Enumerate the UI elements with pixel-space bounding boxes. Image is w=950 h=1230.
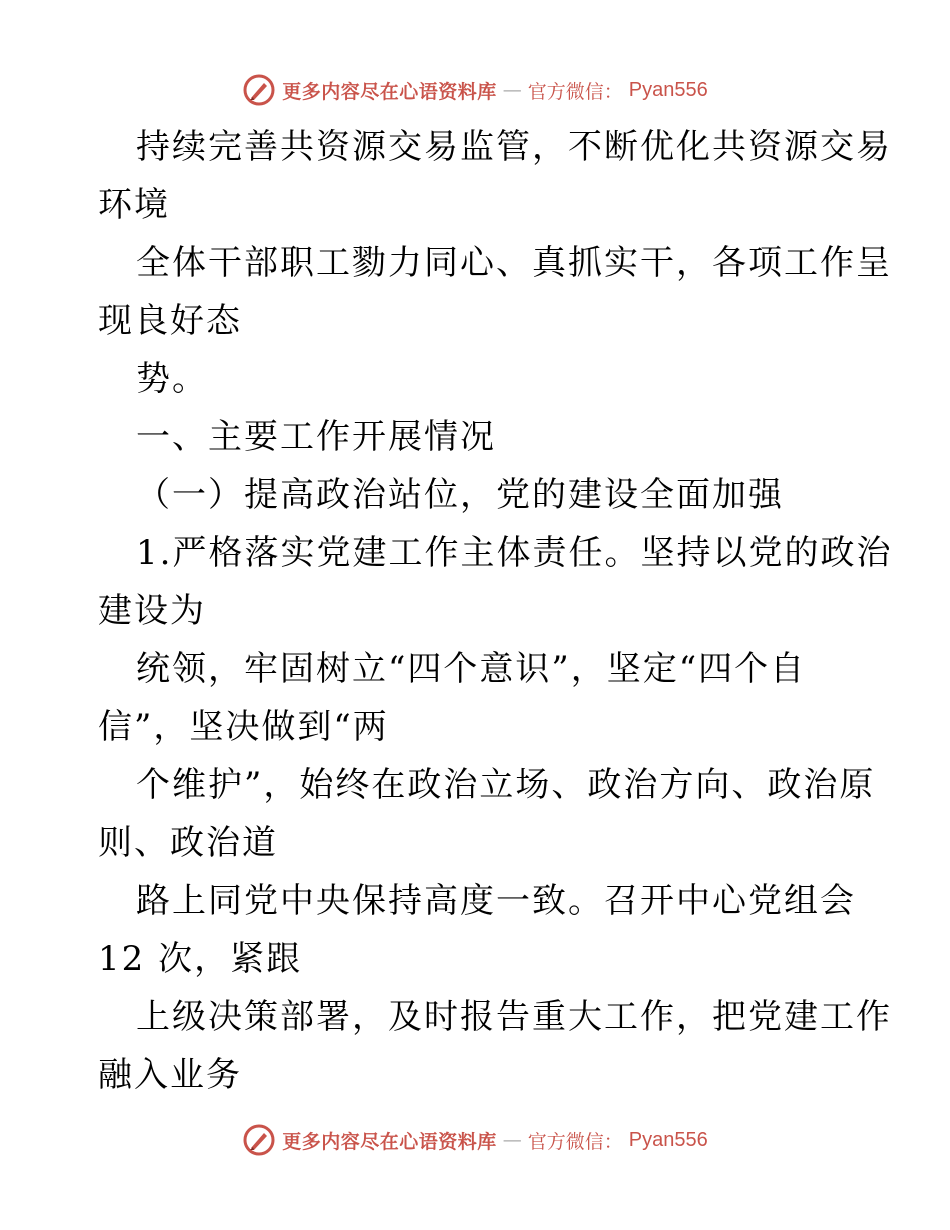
footer-watermark bbox=[0, 1120, 950, 1160]
watermark-wechat-label: 官方微信： bbox=[527, 80, 623, 103]
text-line: 路上同党中央保持高度一致。召开中心党组会 bbox=[136, 881, 856, 921]
watermark-wechat-id: Pyan556 bbox=[628, 1128, 708, 1151]
text-line: 则、政治道 bbox=[98, 823, 278, 863]
watermark-separator: — bbox=[502, 1129, 522, 1151]
text-line: 环境 bbox=[98, 185, 170, 225]
text-line: 统领，牢固树立“四个意识”，坚定“四个自 bbox=[136, 649, 807, 689]
text-line: 上级决策部署，及时报告重大工作，把党建工作 bbox=[136, 997, 892, 1037]
watermark-wechat-label: 官方微信： bbox=[527, 1130, 623, 1153]
subsection-heading: （一）提高政治站位，党的建设全面加强 bbox=[136, 475, 784, 515]
watermark-brand: 更多内容尽在心语资料库 bbox=[282, 80, 497, 103]
text-line: 信”，坚决做到“两 bbox=[98, 707, 389, 747]
text-line: 全体干部职工勠力同心、真抓实干，各项工作呈 bbox=[136, 243, 892, 283]
pen-circle-logo-icon bbox=[242, 1123, 276, 1157]
text-line: 现良好态 bbox=[98, 301, 242, 341]
text-line: 1.严格落实党建工作主体责任。坚持以党的政治 bbox=[136, 533, 893, 573]
text-line: 建设为 bbox=[98, 591, 206, 631]
header-watermark bbox=[0, 70, 950, 110]
watermark-wechat-id: Pyan556 bbox=[628, 78, 708, 101]
section-heading: 一、主要工作开展情况 bbox=[136, 417, 496, 457]
text-line: 融入业务 bbox=[98, 1055, 242, 1095]
document-body bbox=[98, 118, 893, 1104]
watermark-separator: — bbox=[502, 79, 522, 101]
pen-circle-logo-icon bbox=[242, 73, 276, 107]
text-line: 势。 bbox=[136, 359, 208, 399]
text-line: 12 次，紧跟 bbox=[98, 939, 303, 979]
text-line: 持续完善共资源交易监管，不断优化共资源交易 bbox=[136, 127, 892, 167]
watermark-brand: 更多内容尽在心语资料库 bbox=[282, 1130, 497, 1153]
text-line: 个维护”，始终在政治立场、政治方向、政治原 bbox=[136, 765, 876, 805]
